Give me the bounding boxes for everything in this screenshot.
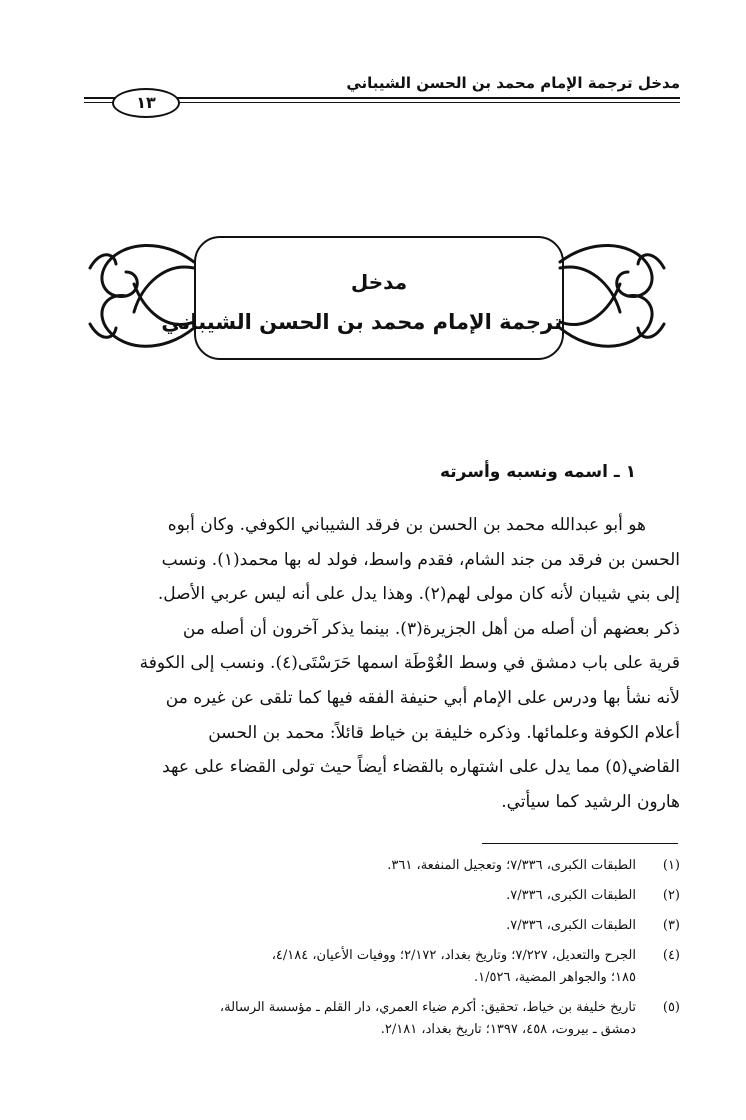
- body-line: أعلام الكوفة وعلمائها. وذكره خليفة بن خياط قائلاً: محمد بن الحسن: [208, 722, 680, 743]
- footnote-text: الطبقات الكبرى، ٧/٣٣٦.: [506, 888, 636, 903]
- footnote-number: (٤): [662, 948, 680, 963]
- chapter-title: ترجمة الإمام محمد بن الحسن الشيباني: [161, 310, 562, 334]
- page-number: ١٣: [112, 88, 180, 118]
- footnote: [72, 915, 680, 937]
- footnote: [72, 855, 680, 877]
- running-title: مدخل ترجمة الإمام محمد بن الحسن الشيباني: [346, 74, 680, 92]
- footnote-text: الطبقات الكبرى، ٧/٣٣٦؛ وتعجيل المنفعة، ٣٦١.: [387, 858, 636, 873]
- footnote: [72, 997, 680, 1041]
- footnote-text: الطبقات الكبرى، ٧/٣٣٦.: [506, 918, 636, 933]
- footnote-text: ١٨٥؛ والجواهر المضية، ١/٥٢٦.: [474, 970, 636, 985]
- body-line: ذكر بعضهم أن أصله من أهل الجزيرة(٣). بينما يذكر آخرون أن أصله من: [182, 618, 680, 639]
- footnote-number: (٢): [662, 888, 680, 903]
- body-line: الحسن بن فرقد من جند الشام، فقدم واسط، فولد له بها محمد(١). ونسب: [161, 549, 680, 570]
- footnote-number: (١): [662, 858, 680, 873]
- chapter-title-box: [161, 236, 564, 360]
- footnote-text: دمشق ـ بيروت، ٤٥٨، ١٣٩٧؛ تاريخ بغداد، ٢/١٨١.: [380, 1022, 636, 1037]
- body-line: هو أبو عبدالله محمد بن الحسن بن فرقد الشيباني الكوفي. وكان أبوه: [167, 515, 646, 535]
- footnote-separator: [482, 843, 678, 844]
- body-line: هارون الرشيد كما سيأتي.: [501, 791, 680, 812]
- footnote-number: (٥): [662, 1000, 680, 1015]
- footnote-number: (٣): [662, 918, 680, 933]
- body-line: قرية على باب دمشق في وسط الغُوْطَة اسمها حَرَسْتَى(٤). ونسب إلى الكوفة: [139, 653, 680, 674]
- footnote-text: الجرح والتعديل، ٧/٢٢٧؛ وتاريخ بغداد، ٢/١٧٢؛ ووفيات الأعيان، ٤/١٨٤،: [271, 948, 636, 963]
- footnotes: [72, 855, 680, 1049]
- footnote-text: تاريخ خليفة بن خياط، تحقيق: أكرم ضياء العمري، دار القلم ـ مؤسسة الرسالة،: [219, 1000, 636, 1015]
- section-heading: ١ ـ اسمه ونسبه وأسرته: [439, 462, 636, 482]
- page-header: [84, 68, 680, 120]
- footnote: [72, 885, 680, 907]
- body-paragraph: [70, 508, 680, 819]
- footnote: [72, 945, 680, 989]
- chapter-label: مدخل: [350, 270, 408, 294]
- body-line: لأنه نشأ بها ودرس على الإمام أبي حنيفة الفقه فيها كما تلقى عن غيره من: [165, 687, 680, 708]
- body-line: إلى بني شيبان لأنه كان مولى لهم(٢). وهذا يدل على أنه ليس عربي الأصل.: [157, 584, 680, 605]
- body-line: القاضي(٥) مما يدل على اشتهاره بالقضاء أيضاً حيث تولى القضاء على عهد: [162, 757, 680, 778]
- chapter-title-frame: [82, 228, 672, 368]
